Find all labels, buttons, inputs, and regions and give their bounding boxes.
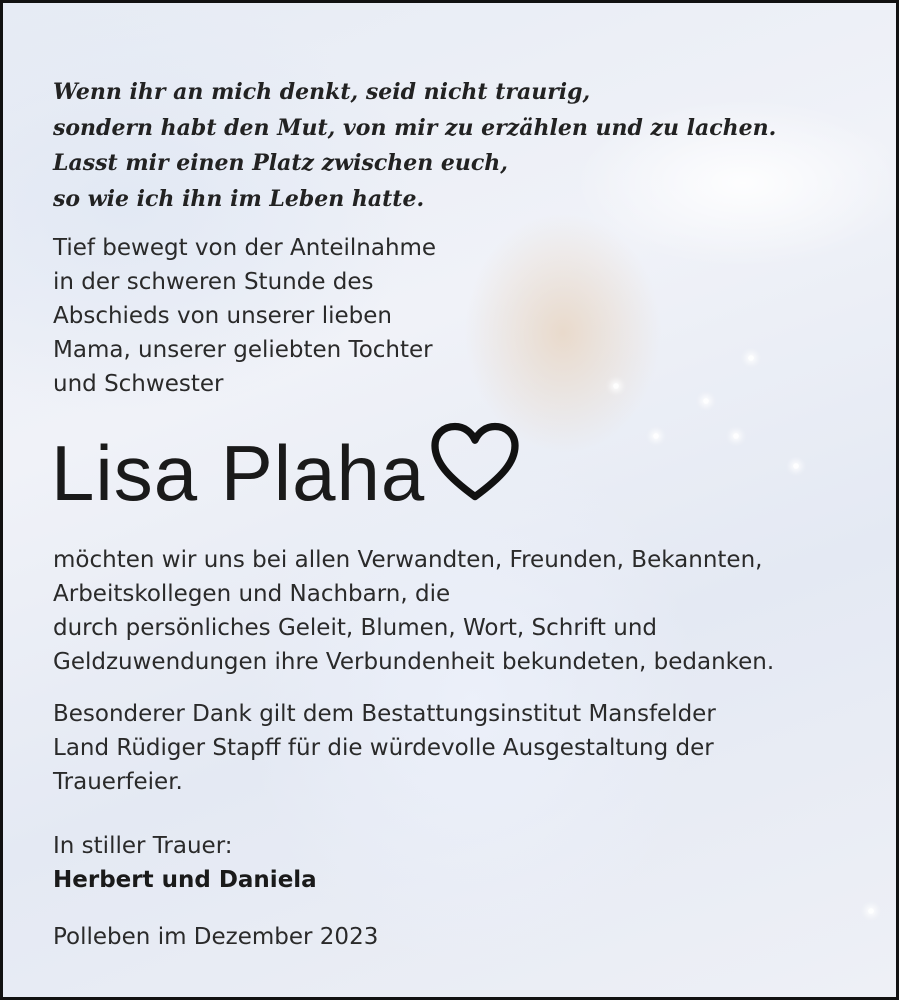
thanks-line: Geldzuwendungen ihre Verbundenheit bekundeten, bedanken.: [53, 649, 775, 675]
special-thanks-text: [53, 697, 716, 799]
intro-line: Abschieds von unserer lieben: [53, 303, 392, 329]
sparkle-decoration: [733, 433, 739, 439]
sparkle-decoration: [793, 463, 799, 469]
intro-line: Mama, unserer geliebten Tochter: [53, 337, 433, 363]
thanks-line: möchten wir uns bei allen Verwandten, Freunden, Bekannten,: [53, 547, 763, 573]
deceased-name-heading: [51, 423, 521, 523]
deceased-name: Lisa Plaha: [51, 429, 426, 517]
special-thanks-line: Trauerfeier.: [53, 769, 183, 795]
sparkle-decoration: [703, 398, 709, 404]
thanks-line: durch persönliches Geleit, Blumen, Wort, Schrift und: [53, 615, 657, 641]
intro-line: in der schweren Stunde des: [53, 269, 374, 295]
thanks-line: Arbeitskollegen und Nachbarn, die: [53, 581, 451, 607]
memorial-poem: [53, 75, 776, 217]
poem-line: Wenn ihr an mich denkt, seid nicht traurig,: [53, 79, 591, 105]
sparkle-decoration: [653, 433, 659, 439]
poem-line: Lasst mir einen Platz zwischen euch,: [53, 150, 508, 176]
special-thanks-line: Besonderer Dank gilt dem Bestattungsinstitut Mansfelder: [53, 701, 716, 727]
intro-line: und Schwester: [53, 371, 224, 397]
place-date: Polleben im Dezember 2023: [53, 924, 379, 950]
mourning-block: [53, 829, 317, 897]
intro-text: [53, 231, 436, 401]
sparkle-decoration: [748, 355, 754, 361]
mourning-label: In stiller Trauer:: [53, 833, 233, 859]
special-thanks-line: Land Rüdiger Stapff für die würdevolle Ausgestaltung der: [53, 735, 714, 761]
intro-line: Tief bewegt von der Anteilnahme: [53, 235, 437, 261]
sparkle-decoration: [613, 383, 619, 389]
signers: Herbert und Daniela: [53, 867, 317, 893]
heart-outline-icon: [429, 422, 521, 502]
sparkle-decoration: [868, 908, 874, 914]
poem-line: so wie ich ihn im Leben hatte.: [53, 185, 425, 212]
thanks-text: [53, 543, 774, 679]
poem-line: sondern habt den Mut, von mir zu erzählen und zu lachen.: [53, 114, 777, 141]
